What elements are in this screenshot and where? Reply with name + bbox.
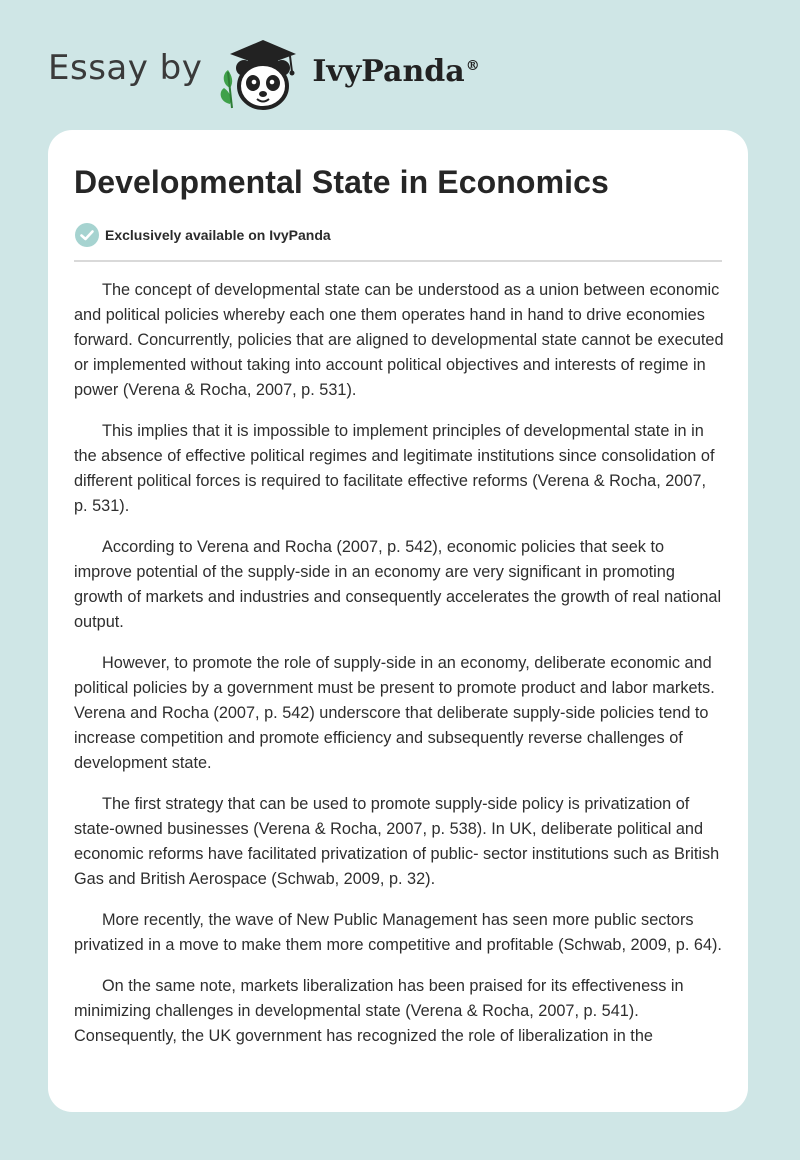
article-body	[74, 278, 724, 1065]
registered-mark: ®	[465, 57, 480, 74]
panda-graduate-icon	[216, 28, 306, 118]
brand-header[interactable]	[48, 28, 480, 118]
paragraph: On the same note, markets liberalization has been praised for its effectiveness in minimizing challenges in developmental state (Verena & Rocha, 2007, p. 541). Consequently, the UK government has recognized the role of liberalization in the	[74, 977, 684, 1045]
badge-label: Exclusively available on IvyPanda	[105, 227, 331, 243]
essay-by-label: Essay by	[48, 48, 203, 88]
article-card	[48, 130, 748, 1112]
divider	[74, 260, 722, 262]
paragraph: The concept of developmental state can be understood as a union between economic and political policies whereby each one them operates hand in hand to drive economies forward. Concurrently, policies that are aligned to developmental state cannot be executed or implemented without taking into account political objectives and interests of regime in power (Verena & Rocha, 2007, p. 531).	[74, 281, 724, 399]
paragraph: However, to promote the role of supply-side in an economy, deliberate economic and political policies by a government must be present to promote product and labor markets. Verena and Rocha (2007, p. 542) underscore that deliberate supply-side policies tend to increase competition and promote efficiency and subsequently reverse challenges of development state.	[74, 654, 715, 772]
paragraph: More recently, the wave of New Public Management has seen more public sectors privatized in a move to make them more competitive and profitable (Schwab, 2009, p. 64).	[74, 911, 722, 954]
exclusive-badge	[74, 222, 331, 248]
brand-name-text: IvyPanda	[312, 53, 465, 89]
paragraph: According to Verena and Rocha (2007, p. 542), economic policies that seek to improve potential of the supply-side in an economy are very significant in promoting growth of markets and industries and consequently accelerates the growth of real national output.	[74, 538, 722, 631]
paragraph: The first strategy that can be used to promote supply-side policy is privatization of state-owned businesses (Verena & Rocha, 2007, p. 538). In UK, deliberate political and economic reforms have facilitated privatization of public- sector institutions such as British Gas and British Aerospace (Schwab, 2009, p. 32).	[74, 795, 720, 888]
paragraph: This implies that it is impossible to implement principles of developmental state in in the absence of effective political regimes and legitimate institutions since consolidation of different political forces is required to facilitate effective reforms (Verena & Rocha, 2007, p. 531).	[74, 422, 715, 515]
page-title: Developmental State in Economics	[74, 164, 609, 200]
check-circle-icon	[74, 222, 100, 248]
brand-name	[312, 54, 479, 89]
